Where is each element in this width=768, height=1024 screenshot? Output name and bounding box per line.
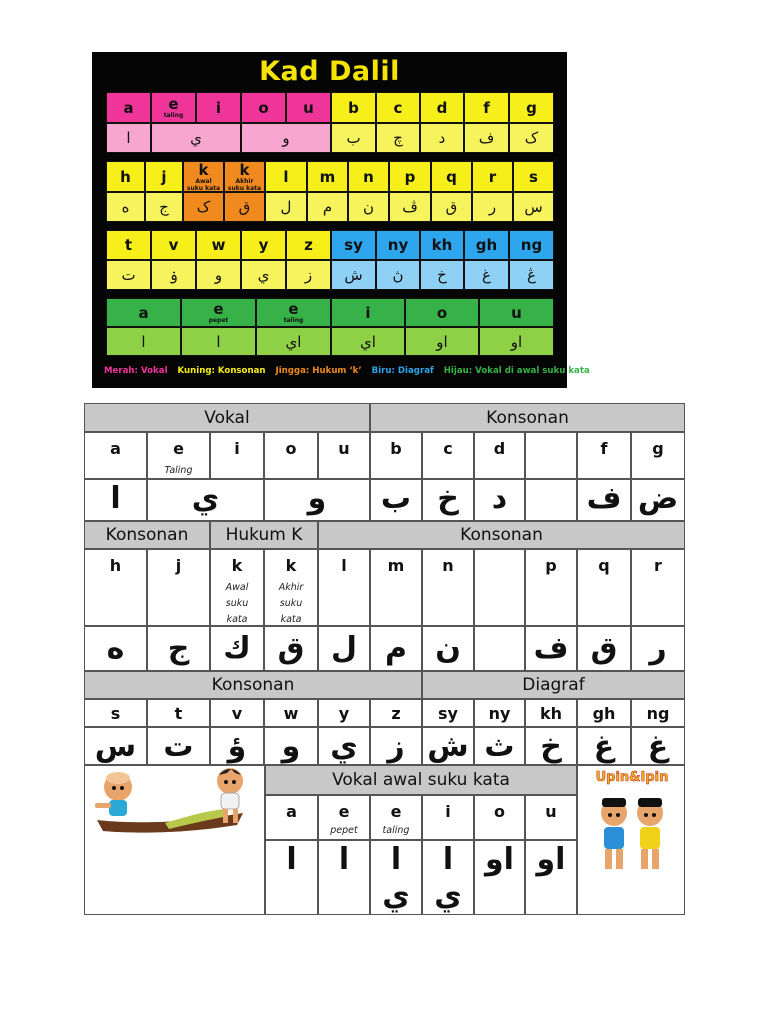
poster-cell: t xyxy=(106,230,151,260)
poster-row4-letters xyxy=(106,298,554,327)
poster-cell: y xyxy=(241,230,286,260)
jawi-cell: س xyxy=(84,727,147,765)
poster-cell: د xyxy=(420,123,464,153)
letter-cell: y xyxy=(318,699,370,727)
jawi-cell: ق xyxy=(577,626,631,671)
poster-cell: ا xyxy=(181,327,256,356)
poster-cell: e pepet xyxy=(181,298,256,327)
jawi-cell: ز xyxy=(370,727,422,765)
poster-cell: ج xyxy=(145,192,183,222)
jawi-cell: او xyxy=(525,840,577,915)
poster-cell: p xyxy=(389,161,431,192)
jawi-cell: ك xyxy=(210,626,264,671)
letter-cell: g xyxy=(631,432,685,479)
poster-cell: j xyxy=(145,161,183,192)
poster-cell: a xyxy=(106,298,181,327)
jawi-cell: ف xyxy=(577,479,631,521)
poster-cell: o xyxy=(405,298,479,327)
poster-cell: kh xyxy=(420,230,464,260)
letter-cell: ny xyxy=(474,699,525,727)
poster-cell: ش xyxy=(331,260,376,290)
jawi-cell: د xyxy=(474,479,525,521)
poster-cell: k Akhir suku kata xyxy=(224,161,265,192)
poster-cell: ا xyxy=(106,123,151,153)
header-konsonan: Konsonan xyxy=(84,671,422,699)
letter-cell: w xyxy=(264,699,318,727)
cartoon-image xyxy=(85,765,265,915)
letter-cell: e taling xyxy=(370,795,422,840)
upin-ipin-image xyxy=(580,765,684,915)
poster-cell: ق xyxy=(224,192,265,222)
jawi-cell: ؤ xyxy=(210,727,264,765)
poster-cell: اي xyxy=(256,327,331,356)
letter-cell: i xyxy=(422,795,474,840)
jawi-cell-empty xyxy=(474,626,525,671)
poster-cell: ه xyxy=(106,192,145,222)
poster-cell: g xyxy=(509,92,554,123)
header-diagraf: Diagraf xyxy=(422,671,685,699)
header-vokal-awal-suku-kata: Vokal awal suku kata xyxy=(265,765,577,795)
poster-cell: gh xyxy=(464,230,509,260)
letter-cell: q xyxy=(577,549,631,626)
kad-dalil-poster xyxy=(92,52,590,388)
poster-cell: او xyxy=(479,327,554,356)
poster-cell: z xyxy=(286,230,331,260)
jawi-cell: ي xyxy=(147,479,264,521)
letter-cell: i xyxy=(210,432,264,479)
poster-cell: ۏ xyxy=(151,260,196,290)
poster-cell: ا xyxy=(106,327,181,356)
poster-row2-letters xyxy=(106,161,554,192)
poster-cell: ڠ xyxy=(509,260,554,290)
poster-cell: o xyxy=(241,92,286,123)
legend-green: Hijau: Vokal di awal suku kata xyxy=(443,366,590,376)
poster-cell: ل xyxy=(265,192,307,222)
poster-cell: ي xyxy=(151,123,241,153)
poster-cell: b xyxy=(331,92,376,123)
jawi-cell-empty xyxy=(525,479,577,521)
jawi-cell: ض xyxy=(631,479,685,521)
jawi-cell: ف xyxy=(525,626,577,671)
poster-cell: اي xyxy=(331,327,405,356)
letter-cell: v xyxy=(210,699,264,727)
jawi-cell: ا xyxy=(318,840,370,915)
letter-cell: k Awal suku kata xyxy=(210,549,264,626)
poster-cell: و xyxy=(241,123,331,153)
letter-cell: ng xyxy=(631,699,685,727)
letter-cell: j xyxy=(147,549,210,626)
legend-yellow: Kuning: Konsonan xyxy=(177,366,266,376)
letter-cell: gh xyxy=(577,699,631,727)
poster-cell: س xyxy=(513,192,554,222)
letter-cell: o xyxy=(264,432,318,479)
poster-cell: ر xyxy=(472,192,513,222)
letter-cell: f xyxy=(577,432,631,479)
poster-cell: غ xyxy=(464,260,509,290)
jawi-cell: و xyxy=(264,727,318,765)
poster-cell: h xyxy=(106,161,145,192)
letter-cell: sy xyxy=(422,699,474,727)
poster-row1-letters xyxy=(106,92,554,123)
poster-title: Kad Dalil xyxy=(259,56,400,87)
poster-cell: و xyxy=(196,260,241,290)
legend-red: Merah: Vokal xyxy=(104,366,168,376)
letter-cell-empty xyxy=(474,549,525,626)
jawi-cell: ا xyxy=(84,479,147,521)
poster-cell: l xyxy=(265,161,307,192)
letter-cell: n xyxy=(422,549,474,626)
letter-cell: kh xyxy=(525,699,577,727)
jawi-cell: او xyxy=(474,840,525,915)
header-konsonan: Konsonan xyxy=(370,403,685,432)
jawi-cell: ش xyxy=(422,727,474,765)
letter-cell: b xyxy=(370,432,422,479)
cartoon-illustration-left xyxy=(85,765,265,915)
upin-ipin-illustration xyxy=(580,765,684,915)
letter-cell: h xyxy=(84,549,147,626)
poster-cell: چ xyxy=(376,123,420,153)
poster-cell: c xyxy=(376,92,420,123)
poster-cell: خ xyxy=(420,260,464,290)
letter-cell: e Taling xyxy=(147,432,210,479)
jawi-cell: ج xyxy=(147,626,210,671)
jawi-cell: خ xyxy=(525,727,577,765)
letter-cell: r xyxy=(631,549,685,626)
poster-cell: i xyxy=(196,92,241,123)
letter-cell: m xyxy=(370,549,422,626)
poster-cell: او xyxy=(405,327,479,356)
jawi-cell: ن xyxy=(422,626,474,671)
poster-cell: ف xyxy=(464,123,509,153)
legend-orange: Jingga: Hukum ‘k’ xyxy=(275,366,362,376)
jawi-cell: م xyxy=(370,626,422,671)
poster-row4-jawi xyxy=(106,327,554,356)
poster-cell: u xyxy=(479,298,554,327)
letter-cell: a xyxy=(265,795,318,840)
jawi-cell: غ xyxy=(577,727,631,765)
poster-cell: k Awal suku kata xyxy=(183,161,224,192)
poster-cell: r xyxy=(472,161,513,192)
jawi-cell: ي xyxy=(318,727,370,765)
jawi-cell: غ xyxy=(631,727,685,765)
poster-legend xyxy=(104,366,590,376)
upin-ipin-logo: Upin&Ipin xyxy=(595,770,669,785)
letter-cell: e pepet xyxy=(318,795,370,840)
letter-cell: d xyxy=(474,432,525,479)
letter-cell: k Akhir suku kata xyxy=(264,549,318,626)
poster-cell: ک xyxy=(509,123,554,153)
poster-cell: ک xyxy=(183,192,224,222)
poster-cell: م xyxy=(307,192,348,222)
poster-cell: m xyxy=(307,161,348,192)
poster-cell: ن xyxy=(348,192,389,222)
header-vokal: Vokal xyxy=(84,403,370,432)
poster-cell: u xyxy=(286,92,331,123)
letter-cell: s xyxy=(84,699,147,727)
poster-cell: q xyxy=(431,161,472,192)
letter-cell: c xyxy=(422,432,474,479)
letter-cell: p xyxy=(525,549,577,626)
letter-cell: t xyxy=(147,699,210,727)
jawi-cell: ت xyxy=(147,727,210,765)
poster-row1-jawi xyxy=(106,123,554,153)
letter-cell: u xyxy=(318,432,370,479)
poster-row3-jawi xyxy=(106,260,554,290)
poster-cell: n xyxy=(348,161,389,192)
header-hukum-k: Hukum K xyxy=(210,521,318,549)
poster-cell: s xyxy=(513,161,554,192)
jawi-cell: ب xyxy=(370,479,422,521)
header-konsonan: Konsonan xyxy=(84,521,210,549)
jawi-cell: ا xyxy=(265,840,318,915)
poster-cell: ng xyxy=(509,230,554,260)
poster-cell: ت xyxy=(106,260,151,290)
poster-cell: ڤ xyxy=(389,192,431,222)
poster-cell: d xyxy=(420,92,464,123)
letter-cell: l xyxy=(318,549,370,626)
poster-cell: ny xyxy=(376,230,420,260)
poster-row3-letters xyxy=(106,230,554,260)
legend-blue: Biru: Diagraf xyxy=(371,366,434,376)
jawi-cell: و xyxy=(264,479,370,521)
poster-cell: ب xyxy=(331,123,376,153)
jawi-cell: ا ي xyxy=(422,840,474,915)
poster-cell: e taling xyxy=(256,298,331,327)
poster-cell: ز xyxy=(286,260,331,290)
poster-cell: ڽ xyxy=(376,260,420,290)
jawi-cell: ل xyxy=(318,626,370,671)
letter-cell: u xyxy=(525,795,577,840)
jawi-cell: ق xyxy=(264,626,318,671)
poster-cell: f xyxy=(464,92,509,123)
jawi-cell: ث xyxy=(474,727,525,765)
poster-cell: sy xyxy=(331,230,376,260)
jawi-cell: خ xyxy=(422,479,474,521)
header-konsonan: Konsonan xyxy=(318,521,685,549)
jawi-cell: ا ي xyxy=(370,840,422,915)
poster-cell: ي xyxy=(241,260,286,290)
letter-cell: z xyxy=(370,699,422,727)
jawi-cell: ه xyxy=(84,626,147,671)
letter-cell-empty xyxy=(525,432,577,479)
jawi-cell: ر xyxy=(631,626,685,671)
poster-cell: w xyxy=(196,230,241,260)
poster-cell: a xyxy=(106,92,151,123)
poster-cell: ق xyxy=(431,192,472,222)
poster-cell: v xyxy=(151,230,196,260)
letter-cell: a xyxy=(84,432,147,479)
poster-cell: e taling xyxy=(151,92,196,123)
letter-cell: o xyxy=(474,795,525,840)
poster-cell: i xyxy=(331,298,405,327)
poster-row2-jawi xyxy=(106,192,554,222)
